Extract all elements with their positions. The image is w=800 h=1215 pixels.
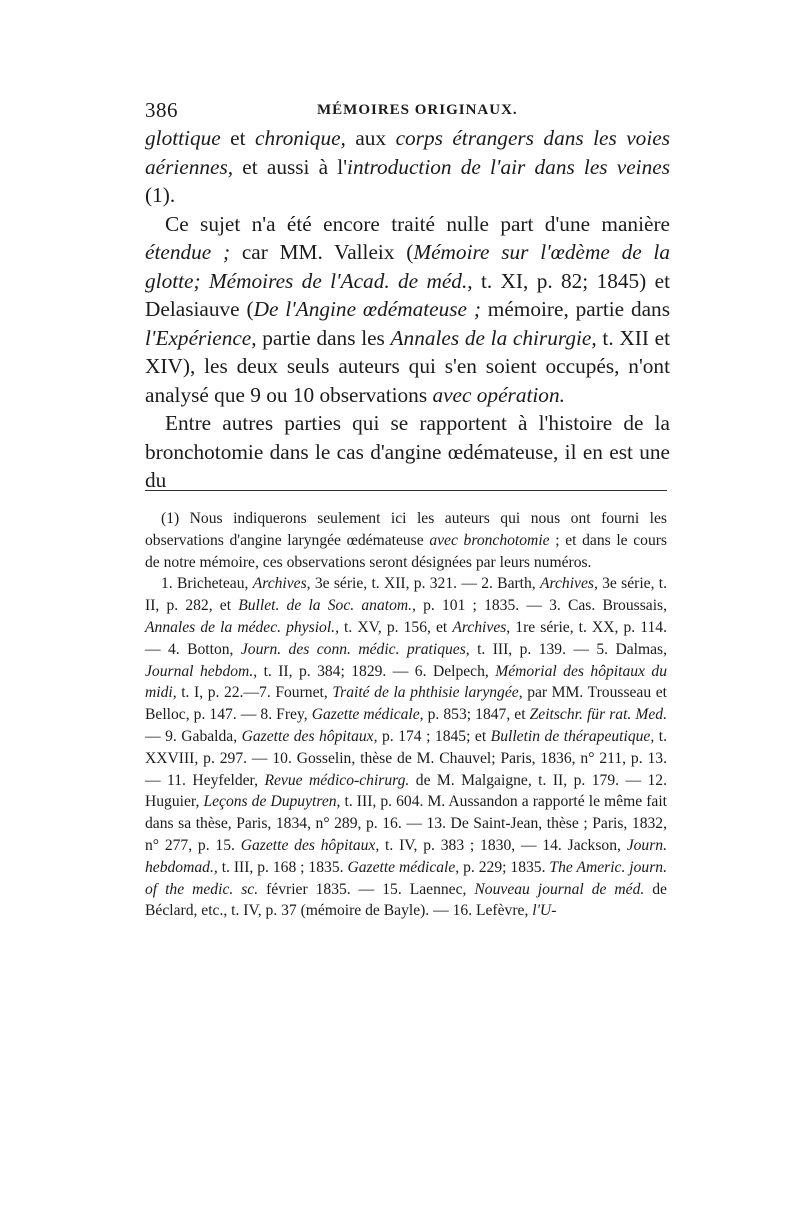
- text-run: t. III, p. 139. — 5. Dalmas,: [469, 640, 668, 658]
- footnote-1: [145, 508, 667, 573]
- paragraph-continuation: [145, 124, 670, 210]
- italic-text: Revue médico-chirurg.: [264, 771, 410, 789]
- italic-text: Journ. hebdomad.,: [145, 836, 667, 876]
- italic-text: introduction de l'air dans les veines: [347, 154, 670, 179]
- text-run: partie dans les: [256, 325, 391, 350]
- paragraph-bronchotomie: [145, 409, 670, 495]
- text-run: , t. XI, p. 82; 1845) et Delasiauve (: [145, 268, 670, 321]
- text-run: Ce sujet n'a été encore traité nulle part d'une manière: [165, 211, 670, 236]
- page-header: [145, 98, 670, 124]
- text-run: 3e série, t. XII, p. 321. — 2. Barth,: [310, 575, 540, 593]
- italic-text: Mémorial des hôpitaux du midi,: [145, 662, 667, 702]
- text-run: t. XII et XIV), les deux seuls auteurs qui s'en soient occupés, n'ont analysé que 9 ou 10 observations: [145, 325, 670, 407]
- italic-text: Traité de la phthisie laryngée,: [332, 684, 523, 702]
- footnote-divider: [145, 490, 667, 491]
- running-head: MÉMOIRES ORIGINAUX.: [317, 102, 518, 118]
- text-run: Entre autres parties qui se rapportent à l'histoire de la bronchotomie dans le cas d'angine œdémateuse, il en est une du: [145, 411, 670, 492]
- italic-text: Gazette médicale,: [347, 858, 460, 876]
- italic-text: Zeitschr. für rat. Med.: [529, 706, 667, 724]
- italic-text: Archives,: [539, 575, 598, 593]
- text-run: t. XXVIII, p. 297. — 10. Gosselin, thèse de M. Chauvel; Paris, 1836, n° 211, p. 13. — 11. Heyfelder,: [145, 727, 667, 789]
- page-number: 386: [145, 98, 178, 122]
- text-run: mémoire, partie dans: [480, 297, 670, 321]
- text-run: aux: [345, 126, 396, 150]
- italic-text: Journ. des conn. médic. pratiques,: [240, 640, 470, 658]
- text-run: p. 229; 1835.: [459, 858, 550, 876]
- italic-text: Mémoire sur l'œdème de la glotte; Mémoires de l'Acad. de méd.: [145, 240, 670, 293]
- italic-text: chronique,: [255, 126, 346, 150]
- text-run: 1re série, t. XX, p. 114. — 4. Botton,: [145, 618, 667, 658]
- italic-text: Annales de la chirurgie,: [390, 325, 597, 350]
- text-run: t. II, p. 384; 1829. — 6. Delpech,: [257, 662, 496, 680]
- text-run: par MM. Trousseau et Belloc, p. 147. — 8. Frey,: [145, 684, 667, 724]
- text-run: p. 174 ; 1845; et: [377, 727, 491, 745]
- footnote-reference: (1).: [145, 183, 176, 207]
- italic-text: Annales de la médec. physiol.,: [145, 618, 339, 636]
- text-run: t. XV, p. 156, et: [338, 618, 453, 636]
- text-run: ; et dans le cours de notre mémoire, ces observations seront désignées par leurs numéros.: [145, 531, 667, 571]
- italic-text: Gazette des hôpitaux,: [240, 836, 380, 854]
- text-run: t. I, p. 22.—7. Fournet,: [176, 684, 333, 702]
- italic-text: De l'Angine œdémateuse ;: [253, 297, 481, 321]
- text-run: car MM. Valleix (: [230, 240, 414, 264]
- text-run: de Béclard, etc., t. IV, p. 37 (mémoire de Bayle). — 16. Lefèvre,: [145, 880, 667, 920]
- italic-text: l'U-: [532, 902, 557, 920]
- text-run: 3e série, t. II, p. 282, et: [145, 575, 667, 615]
- italic-text: Gazette médicale,: [311, 706, 424, 724]
- italic-text: avec opération.: [432, 382, 565, 407]
- italic-text: Bulletin de thérapeutique,: [490, 727, 655, 745]
- italic-text: corps étrangers dans les voies aériennes,: [145, 126, 670, 179]
- italic-text: avec bronchotomie: [429, 531, 550, 549]
- text-run: 1. Bricheteau,: [161, 575, 253, 593]
- italic-text: Bullet. de la Soc. anatom.,: [238, 597, 416, 615]
- paragraph-subject: [145, 210, 670, 410]
- text-run: de M. Malgaigne, t. II, p. 179. — 12. Huguier,: [145, 771, 667, 811]
- text-run: p. 101 ; 1835. — 3. Cas. Broussais,: [415, 597, 667, 615]
- italic-text: Gazette des hôpitaux,: [241, 727, 378, 745]
- italic-text: l'Expérience,: [145, 325, 257, 350]
- italic-text: Nouveau journal de méd.: [474, 880, 645, 898]
- italic-text: Leçons de Dupuytren,: [203, 793, 341, 811]
- italic-text: Archives,: [452, 618, 511, 636]
- text-run: février 1835. — 15. Laennec,: [258, 880, 475, 898]
- italic-text: The Americ. journ. of the medic. sc.: [145, 858, 667, 898]
- text-run: — 9. Gabalda,: [145, 727, 242, 745]
- text-run: et aussi à l': [233, 154, 348, 179]
- main-text: [145, 124, 670, 495]
- text-run: p. 853; 1847, et: [423, 706, 530, 724]
- italic-text: Journal hebdom.,: [145, 662, 258, 680]
- text-run: t. III, p. 168 ; 1835.: [217, 858, 348, 876]
- text-run: (1) Nous indiquerons seulement ici les auteurs qui nous ont fourni les observations d'angine laryngée œdémateuse: [145, 510, 667, 549]
- text-run: et: [220, 126, 255, 150]
- footnotes: [145, 508, 667, 922]
- italic-text: glottique: [145, 126, 221, 150]
- footnote-references-list: [145, 573, 667, 922]
- text-run: t. IV, p. 383 ; 1830, — 14. Jackson,: [379, 836, 627, 854]
- italic-text: Archives,: [252, 575, 311, 593]
- text-run: t. III, p. 604. M. Aussandon a rapporté le même fait dans sa thèse, Paris, 1834, n° 289, p. 16. — 13. De Saint-Jean, thèse ; Paris, 1832, n° 277, p. 15.: [145, 793, 667, 854]
- italic-text: étendue ;: [145, 240, 231, 264]
